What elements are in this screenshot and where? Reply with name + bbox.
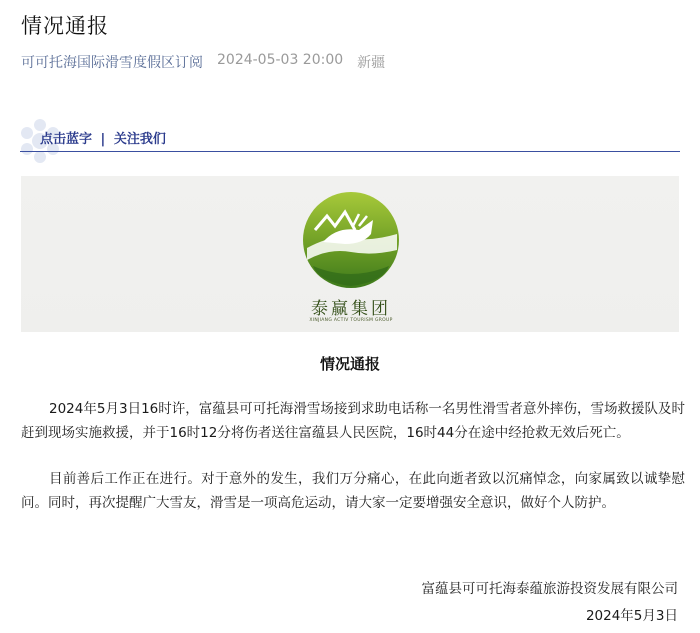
publish-time: 2024-05-03 20:00 xyxy=(217,52,344,68)
article-heading: 情况通报 xyxy=(319,355,380,373)
banner-underline xyxy=(20,151,680,152)
follow-banner[interactable] xyxy=(20,118,680,154)
article-meta xyxy=(21,52,385,72)
logo-subtext: XINJIANG ACTIV TOURISM GROUP xyxy=(309,318,393,323)
banner-separator: | xyxy=(100,132,106,147)
signature-organization: 富蕴县可可托海泰蕴旅游投资发展有限公司 xyxy=(421,581,678,597)
follow-prompt[interactable] xyxy=(40,128,166,147)
publish-location: 新疆 xyxy=(357,55,386,71)
article-paragraph-2: 目前善后工作正在进行。对于意外的发生，我们万分痛心，在此向逝者致以沉痛悼念，向家属致以诚挚慰问。同时，再次提醒广大雪友，滑雪是一项高危运动，请大家一定要增强安全意识，做好个人防护。 xyxy=(21,471,685,511)
signature-date: 2024年5月3日 xyxy=(585,608,678,624)
article-paragraph-1: 2024年5月3日16时许，富蕴县可可托海滑雪场接到求助电话称一名男性滑雪者意外摔伤，雪场救援队及时赶到现场实施救援，并于16时12分将伤者送往富蕴县人民医院，16时44分在途中经抢救无效后死亡。 xyxy=(21,401,685,441)
logo-wordmark: 泰赢集团 xyxy=(311,299,391,319)
follow-us-text[interactable]: 关注我们 xyxy=(113,132,166,147)
company-logo xyxy=(293,190,409,330)
hero-image xyxy=(21,176,679,332)
account-name-link[interactable]: 可可托海国际滑雪度假区订阅 xyxy=(21,55,203,71)
click-blue-text[interactable]: 点击蓝字 xyxy=(40,132,93,147)
page-title: 情况通报 xyxy=(21,14,109,38)
